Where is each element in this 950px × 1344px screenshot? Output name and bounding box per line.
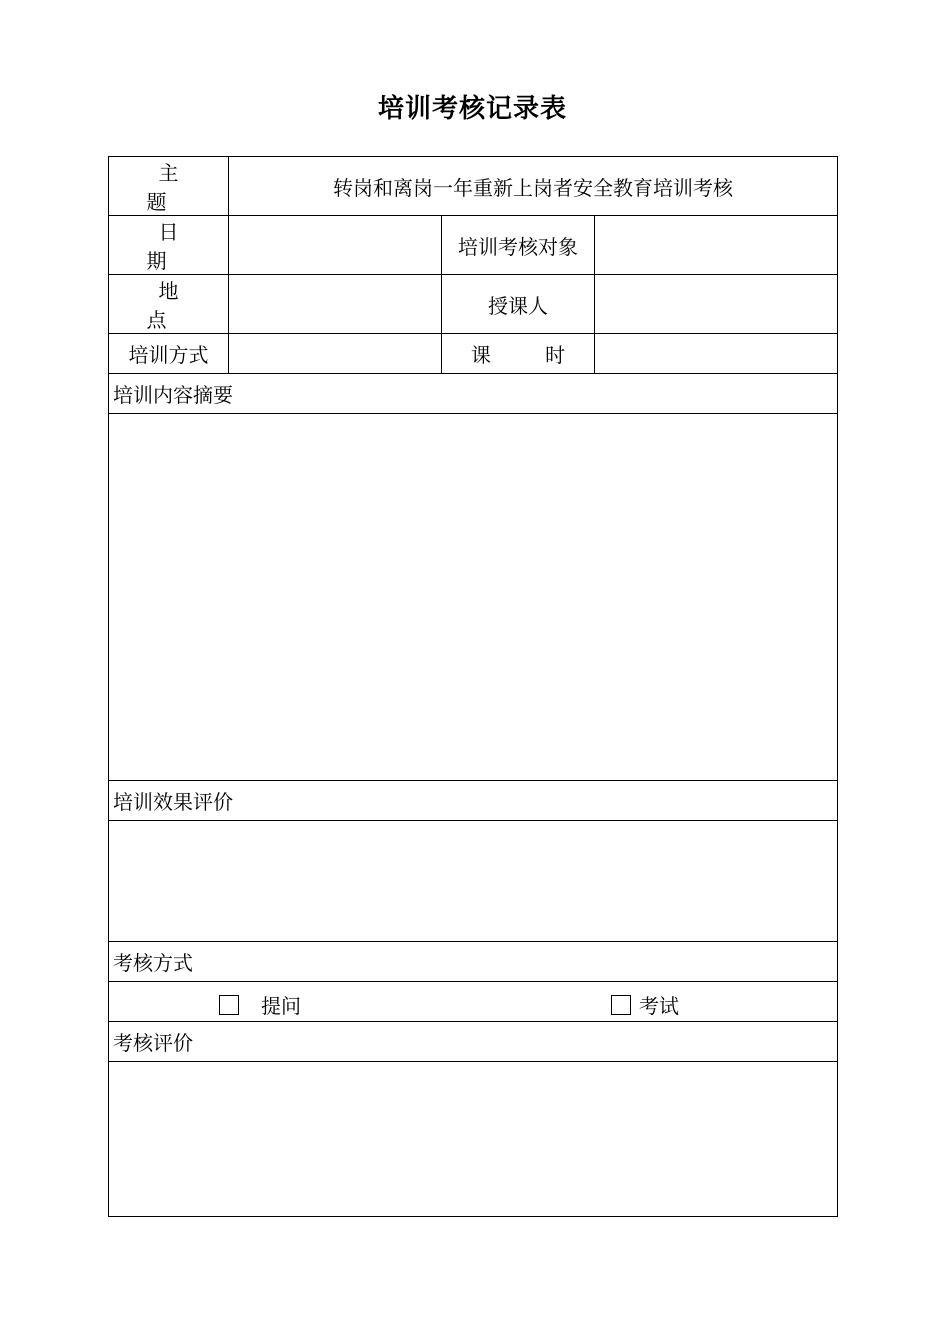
location-label: 地 点 — [109, 275, 229, 334]
question-option[interactable] — [219, 990, 301, 1019]
training-record-form — [108, 156, 838, 1217]
instructor-label: 授课人 — [442, 275, 595, 334]
summary-content-area[interactable] — [109, 414, 838, 781]
assessment-options-cell — [109, 982, 838, 1022]
exam-label: 考试 — [639, 994, 679, 1018]
effect-content-area[interactable] — [109, 821, 838, 942]
question-label: 提问 — [261, 994, 301, 1018]
target-value[interactable] — [595, 216, 838, 275]
method-value[interactable] — [229, 334, 442, 374]
target-label: 培训考核对象 — [442, 216, 595, 275]
hours-label: 课 时 — [442, 334, 595, 374]
date-label: 日 期 — [109, 216, 229, 275]
page-title: 培训考核记录表 — [377, 94, 567, 124]
assessment-eval-label: 考核评价 — [109, 1022, 838, 1062]
assessment-eval-body-row — [109, 1062, 838, 1217]
exam-checkbox[interactable] — [611, 995, 631, 1015]
question-checkbox[interactable] — [219, 995, 239, 1015]
effect-label: 培训效果评价 — [109, 781, 838, 821]
topic-row — [109, 157, 838, 216]
topic-label: 主 题 — [109, 157, 229, 216]
assessment-method-label: 考核方式 — [109, 942, 838, 982]
location-value[interactable] — [229, 275, 442, 334]
summary-body-row — [109, 414, 838, 781]
hours-value[interactable] — [595, 334, 838, 374]
date-value[interactable] — [229, 216, 442, 275]
summary-header-row — [109, 374, 838, 414]
topic-value[interactable]: 转岗和离岗一年重新上岗者安全教育培训考核 — [229, 157, 838, 216]
date-row — [109, 216, 838, 275]
effect-header-row — [109, 781, 838, 821]
method-row — [109, 334, 838, 374]
instructor-value[interactable] — [595, 275, 838, 334]
exam-option[interactable] — [611, 990, 679, 1019]
location-row — [109, 275, 838, 334]
assessment-eval-content-area[interactable] — [109, 1062, 838, 1217]
summary-label: 培训内容摘要 — [109, 374, 838, 414]
method-label: 培训方式 — [109, 334, 229, 374]
assessment-method-header-row — [109, 942, 838, 982]
effect-body-row — [109, 821, 838, 942]
assessment-eval-header-row — [109, 1022, 838, 1062]
assessment-options-row — [109, 982, 838, 1022]
